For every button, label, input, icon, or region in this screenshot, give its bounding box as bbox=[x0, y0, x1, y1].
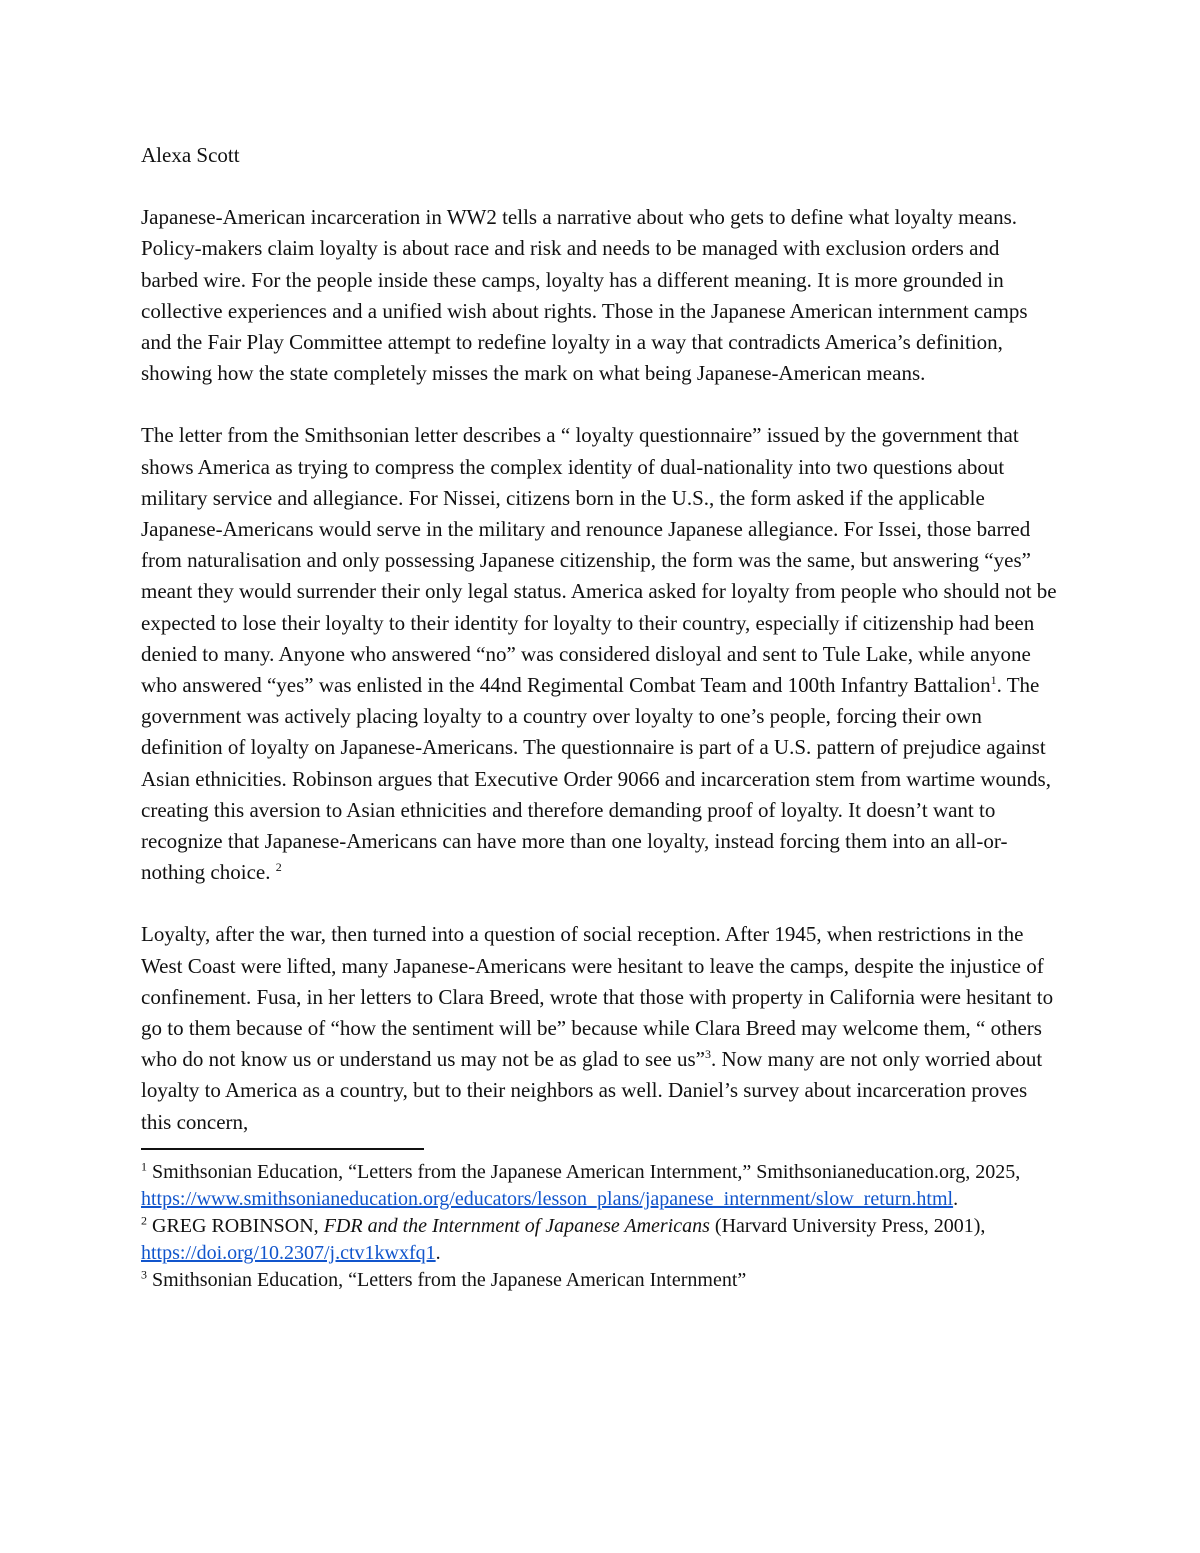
footnote-text: GREG ROBINSON, bbox=[147, 1214, 324, 1237]
footnote-text: Smithsonian Education, “Letters from the Japanese American Internment,” Smithsonianeducation.org, 2025, bbox=[147, 1160, 1021, 1183]
footnote-text: (Harvard University Press, 2001), bbox=[709, 1214, 986, 1237]
paragraph-gap bbox=[141, 389, 1059, 420]
paragraph-intro: Japanese-American incarceration in WW2 tells a narrative about who gets to define what loyalty means. Policy-makers claim loyalty is about race and risk and needs to be managed with exclusion orders and barbed wire. For the people inside these camps, loyalty has a different meaning. It is more grounded in collective experiences and a unified wish about rights. Those in the Japanese American internment camps and the Fair Play Committee attempt to redefine loyalty in a way that contradicts America’s definition, showing how the state completely misses the mark on what being Japanese-American means. bbox=[141, 205, 1028, 386]
paragraph-text: Loyalty, after the war, then turned into a question of social reception. After 1945, when restrictions in the West Coast were lifted, many Japanese-Americans were hesitant to leave the camps, despite the injustice of confinement. Fusa, in her letters to Clara Breed, wrote that those with property in California were hesitant to go to them because of “how the sentiment will be” because while Clara Breed may welcome them, “ others who do not know us or understand us may not be as glad to see us” bbox=[141, 922, 1054, 1072]
footnote-tail: . bbox=[435, 1241, 441, 1264]
footnote-ref-3[interactable]: 3 bbox=[705, 1047, 711, 1062]
footnote-separator bbox=[141, 1148, 424, 1150]
paragraph-gap bbox=[141, 888, 1059, 919]
paragraph-text: The letter from the Smithsonian letter describes a “ loyalty questionnaire” issued by the government that shows America as trying to compress the complex identity of dual-nationality into two questions about military service and allegiance. For Nissei, citizens born in the U.S., the form asked if the applicable Japanese-Americans would serve in the military and renounce Japanese allegiance. For Issei, those barred from naturalisation and only possessing Japanese citizenship, the form was the same, but answering “yes” meant they would surrender their only legal status. America asked for loyalty from people who should not be expected to lose their loyalty to their identity for loyalty to their country, especially if citizenship had been denied to many. Anyone who answered “no” was considered disloyal and sent to Tule Lake, while anyone who answered “yes” was enlisted in the 44nd Regimental Combat Team and 100th Infantry Battalion bbox=[141, 423, 1057, 698]
paragraph-text: . The government was actively placing loyalty to a country over loyalty to one’s people, forcing their own definition of loyalty on Japanese-Americans. The questionnaire is part of a U.S. pattern of prejudice against Asian ethnicities. Robinson argues that Executive Order 9066 and incarceration stem from wartime wounds, creating this aversion to Asian ethnicities and therefore demanding proof of loyalty. It doesn’t want to recognize that Japanese-Americans can have more than one loyalty, instead forcing them into an all-or-nothing choice. bbox=[141, 673, 1051, 885]
footnote-number: 2 bbox=[141, 1213, 147, 1228]
footnote-ref-2[interactable]: 2 bbox=[275, 860, 282, 875]
paragraph-text: . Now many are not only worried about loyalty to America as a country, but to their neighbors as well. Daniel’s survey about incarceration proves this concern, bbox=[141, 1047, 1043, 1134]
book-title: FDR and the Internment of Japanese Americans bbox=[323, 1214, 710, 1237]
paragraph-gap bbox=[141, 171, 1059, 202]
footnote-link[interactable]: https://doi.org/10.2307/j.ctv1kwxfq1 bbox=[141, 1241, 436, 1264]
footnote-ref-1[interactable]: 1 bbox=[990, 673, 997, 688]
author-name: Alexa Scott bbox=[141, 143, 240, 167]
footnote-1 bbox=[141, 1159, 1059, 1213]
document-body bbox=[141, 140, 1059, 1294]
footnote-tail: . bbox=[953, 1187, 959, 1210]
footnote-number: 3 bbox=[141, 1267, 147, 1282]
paragraph-postwar bbox=[141, 919, 1059, 1137]
footnote-text: Smithsonian Education, “Letters from the Japanese American Internment” bbox=[147, 1268, 747, 1291]
paragraph-questionnaire bbox=[141, 420, 1059, 888]
footnote-3 bbox=[141, 1267, 1059, 1294]
footnote-number: 1 bbox=[141, 1159, 147, 1174]
footnote-link[interactable]: https://www.smithsonianeducation.org/educators/lesson_plans/japanese_internment/slow_return.html bbox=[141, 1187, 954, 1210]
footnote-2 bbox=[141, 1213, 1059, 1267]
